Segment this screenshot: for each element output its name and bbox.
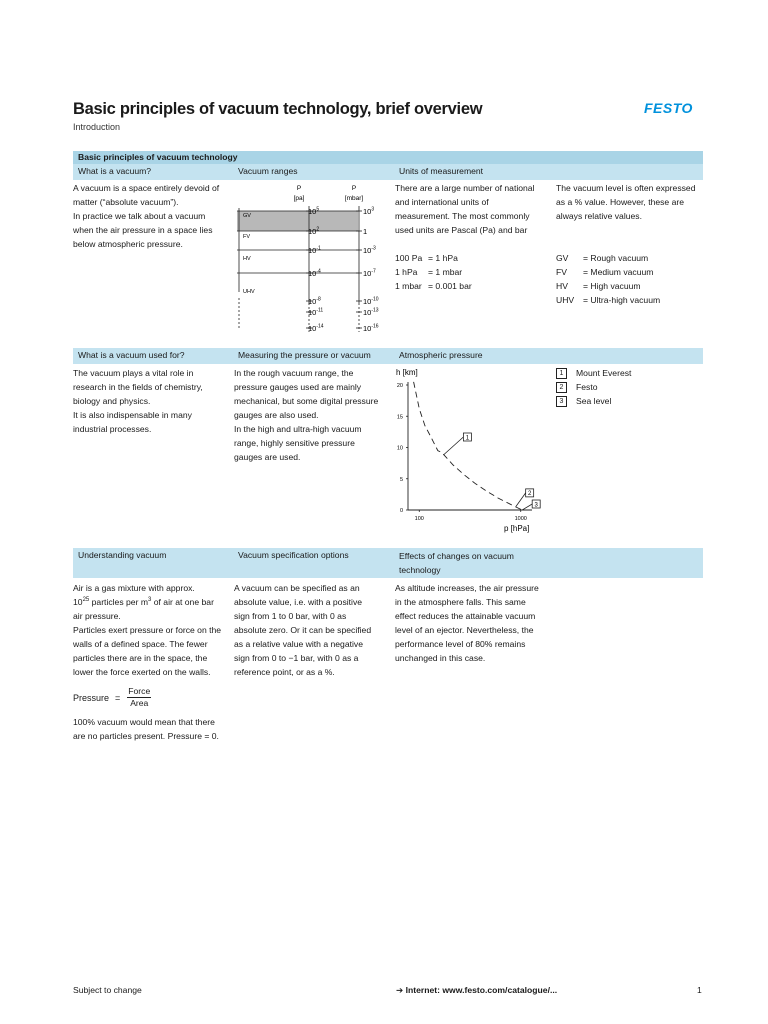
exponent: 25 xyxy=(82,597,90,604)
text-line: A vacuum is a space entirely devoid of xyxy=(73,183,220,193)
chart-marker-label: 2 xyxy=(527,491,532,498)
text-line: sign from 0 to −1 bar, with 0 as a xyxy=(234,653,359,663)
used-for-text xyxy=(73,366,228,436)
text-line: below atmospheric pressure. xyxy=(73,239,183,249)
scale-tick-exponent: -14 xyxy=(316,323,324,330)
relative-values-text xyxy=(556,181,706,307)
table-cell: FV xyxy=(556,267,567,277)
text-line xyxy=(73,595,233,609)
text-line: in the atmosphere falls. This same xyxy=(395,597,526,607)
atmospheric-pressure-chart xyxy=(392,366,552,538)
table-row xyxy=(556,265,660,279)
scale-tick-exponent: -13 xyxy=(371,307,379,314)
scale-tick-label: $10^3$ xyxy=(363,206,375,216)
chart-y-tick-label: 20 xyxy=(396,383,403,389)
scale-tick-label: $10^{-16}$ xyxy=(363,323,379,333)
pressure-formula xyxy=(73,686,151,709)
scale-tick-exponent: -3 xyxy=(371,245,376,252)
table-row xyxy=(395,265,472,279)
text-line: pressure gauges used are mainly xyxy=(234,382,362,392)
text-line: effect reduces the attainable vacuum xyxy=(395,611,536,621)
text-line: range, highly sensitive pressure xyxy=(234,438,355,448)
text-line: gauges are also used. xyxy=(234,410,319,420)
axis-mbar-label: P xyxy=(351,185,357,192)
chart-x-tick-label: 1000 xyxy=(514,516,527,522)
text-line: absolute value, i.e. with a positive xyxy=(234,597,363,607)
text-line: There are a large number of national xyxy=(395,183,535,193)
chart-ylabel: h [km] xyxy=(396,368,418,377)
text-line: absolute zero. Or it can be specified xyxy=(234,625,372,635)
section-title: Basic principles of vacuum technology xyxy=(78,152,238,162)
legend-item xyxy=(556,394,706,408)
scale-tick-label: $10^{-8}$ xyxy=(308,296,321,306)
col-title-measuring: Measuring the pressure or vacuum xyxy=(238,350,371,360)
section-title-bar xyxy=(73,151,703,164)
understanding-text xyxy=(73,581,233,679)
table-cell: 1 hPa xyxy=(395,267,418,277)
text-line: matter (“absolute vacuum”). xyxy=(73,197,179,207)
mbar-tick-labels xyxy=(363,207,379,334)
row3-header xyxy=(73,548,703,578)
table-cell: 100 Pa xyxy=(395,253,423,263)
table-cell: = High vacuum xyxy=(583,281,641,291)
footer-subject-to-change: Subject to change xyxy=(73,985,142,995)
legend-label: Sea level xyxy=(576,396,612,406)
page-number: 1 xyxy=(697,985,702,995)
formula-lhs: Pressure xyxy=(73,692,110,703)
text-line: air pressure. xyxy=(73,611,121,621)
text-line: In practice we talk about a vacuum xyxy=(73,211,206,221)
chart-legend xyxy=(556,366,706,408)
text-span: 10 xyxy=(73,597,83,607)
chart-y-ticks xyxy=(397,383,408,514)
scale-tick-exponent: -8 xyxy=(316,296,321,303)
range-label-uhv: UHV xyxy=(243,289,255,295)
text-line: reference point, or as a %. xyxy=(234,667,335,677)
scale-tick-exponent: -7 xyxy=(371,268,376,275)
col-title-used-for: What is a vacuum used for? xyxy=(78,350,185,360)
scale-tick-label: $10^2$ xyxy=(308,226,320,236)
text-line: biology and physics. xyxy=(73,396,151,406)
text-line: used units are Pascal (Pa) and bar xyxy=(395,225,528,235)
table-row xyxy=(395,279,472,293)
understanding-end-text xyxy=(73,715,233,743)
scale-tick-label: $10^5$ xyxy=(308,206,320,216)
chart-y-tick-label: 0 xyxy=(399,508,403,514)
text-line: As altitude increases, the air pressure xyxy=(395,583,539,593)
table-cell: 1 mbar xyxy=(395,281,422,291)
text-line: walls of a defined space. The fewer xyxy=(73,639,208,649)
scale-tick-exponent: -4 xyxy=(316,268,321,275)
scale-tick-exponent: -10 xyxy=(371,296,379,303)
table-cell: = 1 mbar xyxy=(428,267,463,277)
text-line: The vacuum level is often expressed xyxy=(556,183,696,193)
scale-tick-exponent: -11 xyxy=(316,307,324,314)
chart-marker-leader xyxy=(522,504,532,510)
axis-mbar-unit: [mbar] xyxy=(344,195,364,202)
scale-tick-label: $10^{-13}$ xyxy=(363,307,379,317)
text-line: and international units of xyxy=(395,197,489,207)
chart-x-ticks xyxy=(415,510,527,522)
formula-fraction xyxy=(127,686,151,709)
col-title-vacuum-ranges: Vacuum ranges xyxy=(238,166,298,176)
text-line: Particles exert pressure or force on the xyxy=(73,625,222,635)
scale-tick-label: $10^{-4}$ xyxy=(308,268,321,278)
table-row xyxy=(556,279,660,293)
range-label-gv: GV xyxy=(243,213,251,219)
scale-tick-exponent: 2 xyxy=(316,226,320,233)
legend-number: 1 xyxy=(556,368,567,379)
legend-number: 3 xyxy=(556,396,567,407)
col-title-what-is-vacuum: What is a vacuum? xyxy=(78,166,152,176)
chart-y-tick-label: 10 xyxy=(396,445,403,452)
legend-label: Festo xyxy=(576,382,598,392)
text-line: A vacuum can be specified as an xyxy=(234,583,360,593)
text-line: It is also indispensable in many xyxy=(73,410,192,420)
page-title: Basic principles of vacuum technology, brief overview xyxy=(73,100,483,118)
legend-number: 2 xyxy=(556,382,567,393)
text-line: as a % value. However, these are xyxy=(556,197,685,207)
col-title-spec-options: Vacuum specification options xyxy=(238,550,349,560)
text-line: unchanged in this case. xyxy=(395,653,486,663)
chart-markers xyxy=(443,433,540,510)
text-line: sign from 1 to 0 bar, with 0 as xyxy=(234,611,347,621)
scale-tick-label: $10^{-7}$ xyxy=(363,268,376,278)
what-is-vacuum-text xyxy=(73,181,228,251)
col-title-units: Units of measurement xyxy=(399,166,484,176)
scale-tick-label: $10^{-10}$ xyxy=(363,296,379,306)
scale-tick-label: $10^{-3}$ xyxy=(363,245,376,255)
text-line: when the air pressure in a space lies xyxy=(73,225,213,235)
table-cell: HV xyxy=(556,281,568,291)
text-line: particles there are in the space, the xyxy=(73,653,208,663)
festo-logo: FESTO xyxy=(644,100,693,116)
vacuum-range-scale xyxy=(233,180,388,340)
chart-xlabel: p [hPa] xyxy=(504,524,530,533)
units-text xyxy=(395,181,555,293)
formula-numerator: Force xyxy=(128,686,151,696)
measuring-text xyxy=(234,366,394,464)
table-row xyxy=(556,293,660,307)
axis-pa-unit: [pa] xyxy=(293,195,305,202)
scale-tick-exponent: -1 xyxy=(316,245,321,252)
chart-y-tick-label: 15 xyxy=(396,414,403,421)
scale-tick-label: $10^{-14}$ xyxy=(308,323,324,333)
chart-y-tick-label: 5 xyxy=(399,476,403,483)
row1-header xyxy=(73,164,703,180)
axis-pa-label: P xyxy=(296,185,302,192)
formula-equals: = xyxy=(115,692,121,703)
scale-shapes xyxy=(237,206,362,332)
scale-tick-exponent: 3 xyxy=(371,206,375,213)
table-cell: = Rough vacuum xyxy=(583,253,649,263)
page-subtitle: Introduction xyxy=(73,122,121,132)
table-cell: = Medium vacuum xyxy=(583,267,654,277)
units-table xyxy=(395,251,472,293)
footer-internet-link[interactable]: ➔ Internet: www.festo.com/catalogue/... xyxy=(396,985,558,995)
row2-header xyxy=(73,348,703,364)
table-row xyxy=(395,251,472,265)
text-line: performance level of 80% remains xyxy=(395,639,526,649)
scale-tick-label: $10^{-11}$ xyxy=(308,307,324,317)
text-line: research in the fields of chemistry, xyxy=(73,382,203,392)
legend-label: Mount Everest xyxy=(576,368,632,378)
chart-axes xyxy=(408,382,532,510)
text-line: are no particles present. Pressure = 0. xyxy=(73,731,219,741)
text-span: particles per m xyxy=(89,597,148,607)
effects-text xyxy=(395,581,555,665)
scale-tick-exponent: 5 xyxy=(316,206,320,213)
table-row xyxy=(556,251,660,265)
table-cell: UHV xyxy=(556,295,575,305)
text-line: mechanical, but some digital pressure xyxy=(234,396,379,406)
text-line: gauges are used. xyxy=(234,452,301,462)
spec-options-text xyxy=(234,581,394,679)
text-span: of air at one bar xyxy=(151,597,214,607)
text-line: measurement. The most commonly xyxy=(395,211,530,221)
chart-marker-label: 1 xyxy=(465,435,470,442)
chart-x-tick-label: 100 xyxy=(414,516,424,522)
text-line: The vacuum plays a vital role in xyxy=(73,368,194,378)
text-line: industrial processes. xyxy=(73,424,152,434)
table-cell: = 0.001 bar xyxy=(428,281,472,291)
scale-tick-label: 1 xyxy=(363,227,368,236)
text-line: always relative values. xyxy=(556,211,642,221)
exponent: 3 xyxy=(148,597,152,604)
abbrev-table xyxy=(556,251,660,307)
col-title-atmospheric: Atmospheric pressure xyxy=(399,350,483,360)
chart-marker-leader xyxy=(516,493,526,507)
formula-denominator: Area xyxy=(130,698,149,708)
table-cell: = 1 hPa xyxy=(428,253,458,263)
scale-tick-exponent: -16 xyxy=(371,323,379,330)
col-title-understanding: Understanding vacuum xyxy=(78,550,167,560)
chart-series-line xyxy=(414,382,523,510)
col-title-effects: Effects of changes on vacuum technology xyxy=(399,551,514,575)
text-line: In the high and ultra-high vacuum xyxy=(234,424,362,434)
text-line: In the rough vacuum range, the xyxy=(234,368,354,378)
range-label-hv: HV xyxy=(243,256,251,262)
chart-marker-label: 3 xyxy=(534,502,538,509)
range-label-fv: FV xyxy=(243,234,251,240)
chart-marker-leader xyxy=(443,437,463,455)
text-line: level of an ejector. Nevertheless, the xyxy=(395,625,534,635)
rough-vacuum-band xyxy=(237,211,358,231)
legend-item xyxy=(556,380,706,394)
text-line: 100% vacuum would mean that there xyxy=(73,717,215,727)
table-cell: = Ultra-high vacuum xyxy=(583,295,661,305)
text-line: Air is a gas mixture with approx. xyxy=(73,583,195,593)
table-cell: GV xyxy=(556,253,569,263)
text-line: as a relative value with a negative xyxy=(234,639,363,649)
legend-item xyxy=(556,366,706,380)
scale-tick-label: $10^{-1}$ xyxy=(308,245,321,255)
text-line: lower the force exerted on the walls. xyxy=(73,667,211,677)
